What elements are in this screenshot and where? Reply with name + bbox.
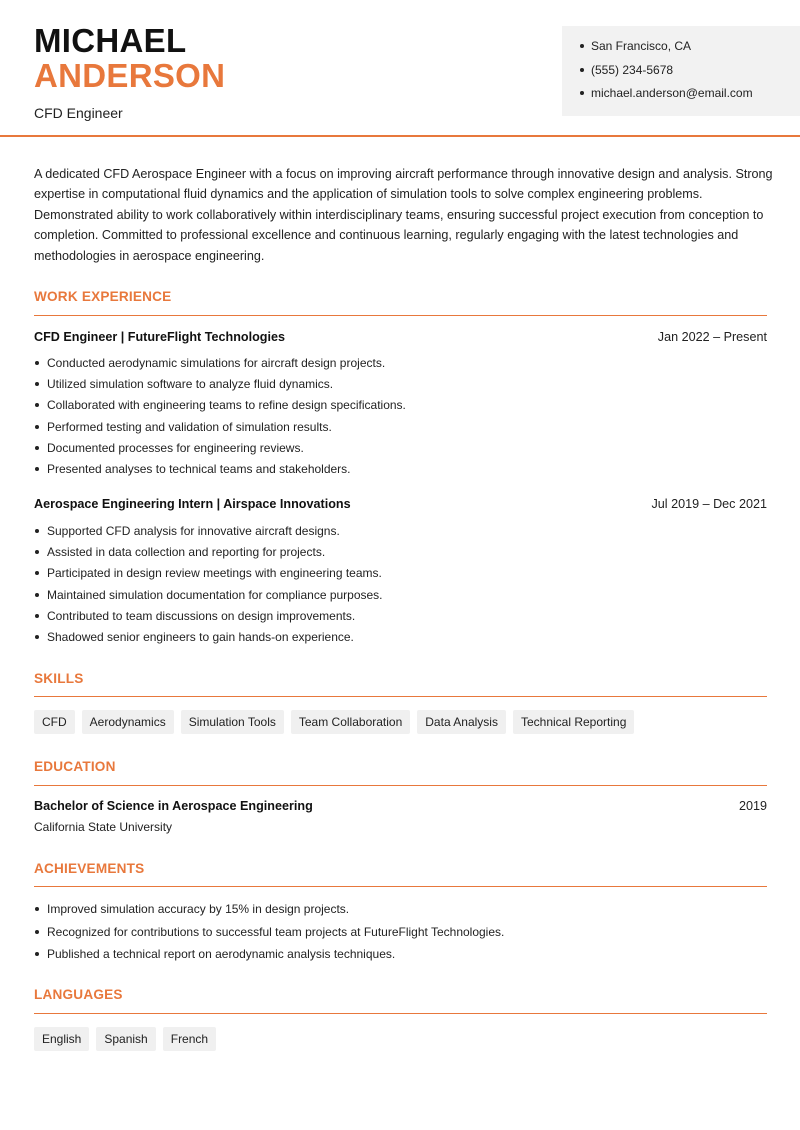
contact-phone-text: (555) 234-5678: [591, 62, 674, 77]
bullet-icon: [35, 635, 39, 639]
list-item: [34, 564, 767, 585]
education-heading: EDUCATION: [34, 759, 116, 774]
list-item: [34, 900, 767, 923]
job-header: [34, 330, 767, 344]
education-header: [34, 799, 767, 813]
job-date: Jan 2022 – Present: [657, 330, 767, 344]
list-item-text: Supported CFD analysis for innovative aircraft designs.: [47, 524, 340, 538]
list-item: [34, 628, 767, 649]
list-item-text: Utilized simulation software to analyze fluid dynamics.: [47, 377, 334, 392]
education-degree: Bachelor of Science in Aerospace Engineering: [34, 799, 313, 813]
list-item-text: Assisted in data collection and reporting for projects.: [47, 545, 326, 560]
contact-email-text: michael.anderson@email.com: [591, 86, 753, 100]
list-item-text: Contributed to team discussions on design improvements.: [47, 608, 356, 623]
job-bullet-list: [34, 522, 767, 649]
bullet-icon: [35, 529, 39, 533]
skill-tag: Aerodynamics: [82, 710, 174, 734]
list-item-text: Recognized for contributions to successful team projects at FutureFlight Technologies.: [47, 924, 505, 939]
bullet-icon: [35, 550, 39, 554]
list-item: [34, 522, 767, 543]
list-item-text: Participated in design review meetings with engineering teams.: [47, 566, 382, 581]
list-item: [34, 418, 767, 439]
achievements-list: [34, 900, 767, 968]
education-year: 2019: [738, 799, 767, 813]
work-experience-heading: WORK EXPERIENCE: [34, 289, 172, 304]
list-item: [34, 375, 767, 396]
bullet-icon: [580, 68, 584, 72]
list-item: [34, 923, 767, 946]
bullet-icon: [35, 425, 39, 429]
list-item: [34, 945, 767, 968]
name-block: [34, 24, 225, 121]
skills-heading: SKILLS: [34, 671, 84, 686]
skill-tag: CFD: [34, 710, 75, 734]
skill-tag: Technical Reporting: [513, 710, 634, 734]
education-school: California State University: [34, 820, 173, 834]
skill-tag: Team Collaboration: [291, 710, 410, 734]
contact-location-text: San Francisco, CA: [591, 39, 692, 53]
bullet-icon: [35, 930, 39, 934]
languages-heading: LANGUAGES: [34, 987, 123, 1002]
job-date: Jul 2019 – Dec 2021: [651, 497, 767, 511]
bullet-icon: [35, 952, 39, 956]
list-item-text: Published a technical report on aerodynamic analysis techniques.: [47, 947, 396, 961]
section-divider: [34, 315, 767, 316]
last-name: ANDERSON: [34, 57, 226, 94]
list-item: [34, 354, 767, 375]
resume-header: [0, 0, 800, 137]
bullet-icon: [580, 91, 584, 95]
section-divider: [34, 1013, 767, 1014]
contact-phone: [580, 61, 800, 85]
bullet-icon: [35, 403, 39, 407]
list-item-text: Collaborated with engineering teams to refine design specifications.: [47, 398, 406, 413]
contact-location: [580, 37, 800, 61]
summary-paragraph: A dedicated CFD Aerospace Engineer with a focus on improving aircraft performance through innovative design and analysis. Strong expertise in computational fluid dynamics and the application of simulation tools to solve complex engineering problems. Demonstrated ability to work collaboratively within interdisciplinary teams, ensuring successful project execution from conception to completion. Committed to professional excellence and continuous learning, regularly engaging with the latest technologies and methodologies in aerospace engineering.: [34, 167, 773, 263]
list-item-text: Conducted aerodynamic simulations for aircraft design projects.: [47, 356, 386, 370]
achievements-heading: ACHIEVEMENTS: [34, 861, 145, 876]
list-item: [34, 586, 767, 607]
job-role: CFD Engineer | FutureFlight Technologies: [34, 330, 285, 344]
bullet-icon: [35, 907, 39, 911]
languages-tags: [34, 1027, 216, 1051]
language-tag: French: [163, 1027, 216, 1051]
list-item: [34, 607, 767, 628]
bullet-icon: [35, 467, 39, 471]
list-item: [34, 460, 767, 481]
job-bullet-list: [34, 354, 767, 481]
list-item-text: Presented analyses to technical teams and stakeholders.: [47, 461, 351, 476]
section-divider: [34, 785, 767, 786]
list-item: [34, 396, 767, 417]
list-item-text: Documented processes for engineering reviews.: [47, 440, 304, 455]
bullet-icon: [35, 593, 39, 597]
bullet-icon: [35, 382, 39, 386]
skill-tag: Simulation Tools: [181, 710, 284, 734]
list-item: [34, 543, 767, 564]
language-tag: Spanish: [96, 1027, 155, 1051]
job-title: CFD Engineer: [34, 105, 123, 121]
skill-tag: Data Analysis: [417, 710, 506, 734]
bullet-icon: [35, 571, 39, 575]
list-item-text: Improved simulation accuracy by 15% in design projects.: [47, 902, 350, 916]
list-item-text: Maintained simulation documentation for compliance purposes.: [47, 587, 383, 602]
language-tag: English: [34, 1027, 89, 1051]
list-item: [34, 439, 767, 460]
skills-tags: [34, 710, 634, 734]
first-name: MICHAEL: [34, 22, 187, 59]
section-divider: [34, 886, 767, 887]
contact-email: [580, 84, 800, 108]
job-header: [34, 497, 767, 511]
bullet-icon: [35, 361, 39, 365]
bullet-icon: [35, 446, 39, 450]
job-role: Aerospace Engineering Intern | Airspace Innovations: [34, 497, 351, 511]
bullet-icon: [580, 44, 584, 48]
contact-box: [562, 26, 800, 116]
list-item-text: Performed testing and validation of simulation results.: [47, 419, 332, 434]
bullet-icon: [35, 614, 39, 618]
list-item-text: Shadowed senior engineers to gain hands-on experience.: [47, 629, 354, 644]
section-divider: [34, 696, 767, 697]
